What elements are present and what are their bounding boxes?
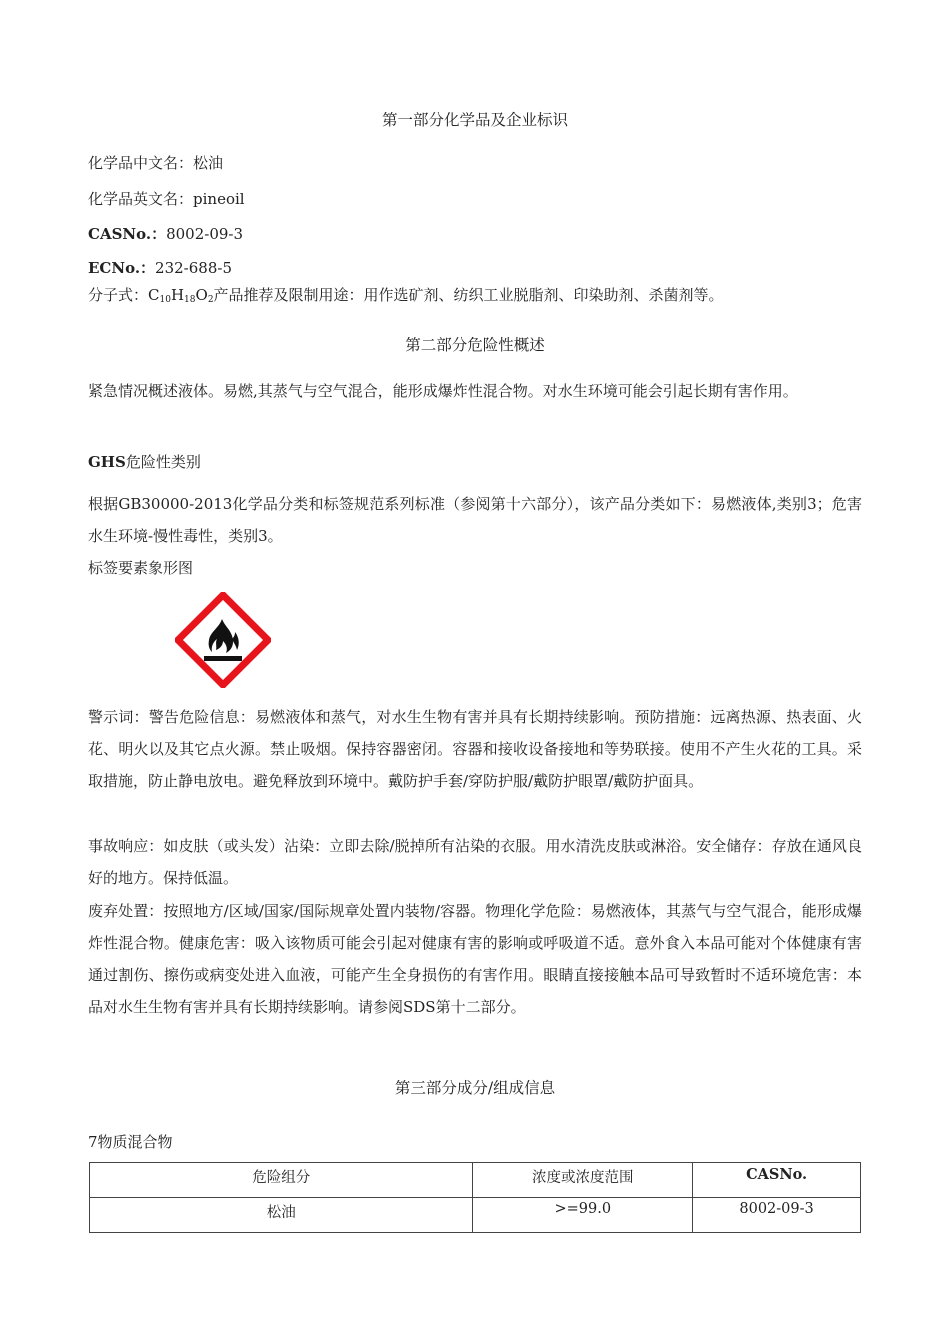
ec-label: ECNo.：: [88, 259, 156, 277]
table-header-cell: 浓度或浓度范围: [473, 1163, 693, 1198]
usage-text: 产品推荐及限制用途：用作选矿剂、纺织工业脱脂剂、印染助剂、杀菌剂等。: [213, 286, 724, 304]
table-header-cell: CASNo.: [693, 1163, 861, 1198]
response-text: 事故响应：如皮肤（或头发）沾染：立即去除/脱掉所有沾染的衣服。用水清洗皮肤或淋浴。安全储存：存放在通风良好的地方。保持低温。: [88, 837, 862, 887]
ghs-line: [88, 451, 201, 472]
cn-name-label: 化学品中文名：: [88, 154, 194, 172]
cas-value: 8002-09-3: [166, 225, 244, 243]
en-name-line: [88, 188, 245, 209]
table-cell: 松油: [90, 1198, 473, 1233]
ec-line: [88, 257, 232, 278]
table-row: [90, 1198, 861, 1233]
disposal-text: 废弃处置：按照地方/区域/国家/国际规章处置内装物/容器。物理化学危险：易燃液体，其蒸气与空气混合，能形成爆炸性混合物。健康危害：吸入该物质可能会引起对健康有害的影响或呼吸道不适。意外食入本品可能对个体健康有害通过割伤、擦伤或病变处进入血液，可能产生全身损伤的有害作用。眼睛直接接触本品可导致暂时不适环境危害：本品对水生生物有害并具有长期持续影响。请参阅SDS第十二部分。: [88, 902, 862, 1016]
table-cell: 8002-09-3: [693, 1198, 861, 1233]
cas-label: CASNo.：: [88, 225, 167, 243]
cas-line: [88, 223, 243, 244]
en-name-value: pineoil: [193, 190, 245, 208]
section1-heading: 第一部分化学品及企业标识: [381, 111, 568, 129]
formula-line: [88, 284, 724, 305]
mixture-subheading: 7物质混合物: [88, 1133, 173, 1151]
formula-value: $C_{10}H_{18}O_2$: [148, 286, 214, 305]
label-elements: 标签要素象形图: [88, 559, 194, 577]
cn-name-value: 松油: [193, 154, 224, 172]
cn-name-line: [88, 152, 223, 173]
ghs-flame-pictogram: [175, 592, 271, 688]
classification-text: 根据GB30000-2013化学品分类和标签规范系列标准（参阅第十六部分），该产品分类如下：易燃液体,类别3；危害水生环境-慢性毒性，类别3。: [88, 495, 862, 545]
ghs-label: 危险性类别: [125, 453, 201, 471]
composition-table: [89, 1162, 861, 1233]
section3-heading: 第三部分成分/组成信息: [394, 1079, 556, 1097]
ghs-prefix: GHS: [88, 453, 126, 471]
flame-icon: [175, 592, 271, 688]
warning-text: 警示词：警告危险信息：易燃液体和蒸气，对水生生物有害并具有长期持续影响。预防措施：远离热源、热表面、火花、明火以及其它点火源。禁止吸烟。保持容器密闭。容器和接收设备接地和等势联接。使用不产生火花的工具。采取措施，防止静电放电。避免释放到环境中。戴防护手套/穿防护服/戴防护眼罩/戴防护面具。: [88, 708, 862, 790]
table-header-cell: 危险组分: [90, 1163, 473, 1198]
section2-heading: 第二部分危险性概述: [405, 336, 545, 354]
emergency-overview: 紧急情况概述液体。易燃,其蒸气与空气混合，能形成爆炸性混合物。对水生环境可能会引起长期有害作用。: [88, 382, 798, 400]
en-name-label: 化学品英文名：: [88, 190, 194, 208]
table-cell: >=99.0: [473, 1198, 693, 1233]
ec-value: 232-688-5: [155, 259, 232, 277]
table-header-row: [90, 1163, 861, 1198]
formula-label: 分子式：: [88, 286, 149, 304]
